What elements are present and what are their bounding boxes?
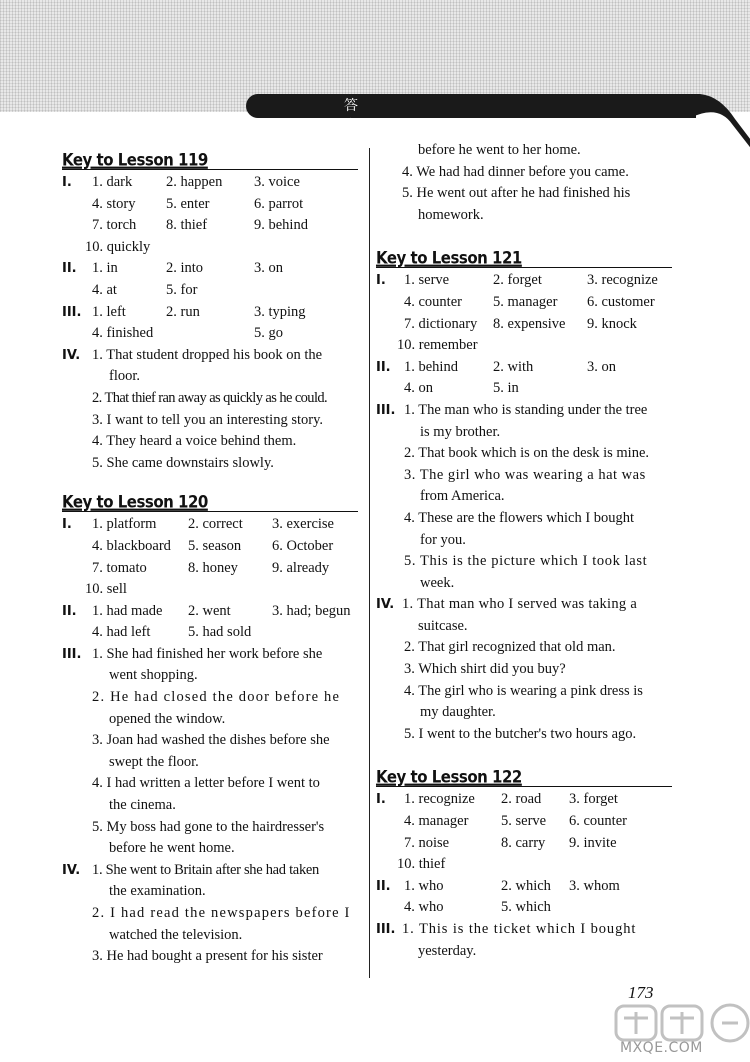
answer-row: 4. who 5. which <box>404 899 551 916</box>
sentence-line: before he went to her home. <box>418 142 581 158</box>
sentence-line: for you. <box>420 531 466 548</box>
sentence-line: 5. My boss had gone to the hairdresser's <box>92 818 325 835</box>
l121-section-II <box>376 357 672 400</box>
sentence-line: watched the television. <box>109 926 243 943</box>
header-curve <box>690 94 750 164</box>
answer-row: 4. counter 5. manager 6. customer <box>404 293 655 310</box>
sentence-line: 3. Which shirt did you buy? <box>404 661 566 678</box>
answer-row: 4. manager 5. serve 6. counter <box>404 813 627 830</box>
sentence-line: suitcase. <box>418 617 468 634</box>
sentence-line: 3. The girl who was wearing a hat was <box>404 466 646 483</box>
roman-numeral: IV. <box>62 862 81 878</box>
answer-row: 1. who 2. which 3. whom <box>404 877 620 894</box>
answer-row: 1. left 2. run 3. typing <box>92 303 306 320</box>
roman-numeral: I. <box>62 175 72 190</box>
answer-row: 1. in 2. into 3. on <box>92 260 283 277</box>
answer-row: 4. on 5. in <box>404 380 519 397</box>
answer-row: 10. sell <box>85 581 127 598</box>
roman-numeral: I. <box>376 273 386 289</box>
sentence-line: 5. This is the picture which I took last <box>404 553 648 570</box>
sentence-line: 3. Joan had washed the dishes before she <box>92 732 330 749</box>
sentence-line: 2. That thief ran away as quickly as he could. <box>92 389 328 406</box>
roman-numeral: III. <box>376 402 396 418</box>
sentence-line: 4. I had written a letter before I went to <box>92 775 320 792</box>
answer-row: 4. had left 5. had sold <box>92 624 252 641</box>
answer-row: 4. blackboard 5. season 6. October <box>92 537 334 554</box>
lesson-120-title: Key to Lesson 120 <box>62 490 358 512</box>
roman-numeral: III. <box>62 304 82 320</box>
sentence-line: 2. I had read the newspapers before I <box>92 905 351 921</box>
l121-section-IV <box>376 594 672 745</box>
sentence-line: 1. She had finished her work before she <box>92 645 323 662</box>
answer-row: 7. tomato 8. honey 9. already <box>92 559 330 576</box>
roman-numeral: I. <box>376 792 386 808</box>
l120-section-IV <box>62 860 358 968</box>
answer-row: 4. story 5. enter 6. parrot <box>92 195 304 212</box>
sentence-line: opened the window. <box>109 710 226 727</box>
answer-row: 7. torch 8. thief 9. behind <box>92 217 308 234</box>
l120-section-II <box>62 601 358 644</box>
answer-row: 1. behind 2. with 3. on <box>404 358 616 375</box>
header-bar <box>246 94 696 134</box>
answer-row: 1. recognize 2. road 3. forget <box>404 791 618 808</box>
roman-numeral: II. <box>376 878 391 894</box>
sentence-line: the cinema. <box>109 797 176 814</box>
answer-row: 1. dark 2. happen 3. voice <box>92 174 300 190</box>
roman-numeral: II. <box>62 603 77 619</box>
sentence-line: 3. I want to tell you an interesting story. <box>92 411 324 428</box>
sentence-line: 1. She went to Britain after she had taken <box>92 861 319 878</box>
answer-row: 4. finished 5. go <box>92 325 283 342</box>
answer-row: 10. remember <box>397 337 478 354</box>
sentence-line: 2. He had closed the door before he <box>92 689 341 706</box>
l122-section-II <box>376 876 672 919</box>
sentence-line: before he went home. <box>109 840 235 857</box>
l121-section-III <box>376 400 672 594</box>
roman-numeral: III. <box>376 922 396 937</box>
l119-section-II <box>62 258 358 301</box>
l120-section-III <box>62 644 358 860</box>
roman-numeral: II. <box>62 261 77 277</box>
sentence-line: yesterday. <box>418 942 477 959</box>
sentence-line: homework. <box>418 206 484 223</box>
roman-numeral: II. <box>376 359 391 375</box>
sentence-line: 4. These are the flowers which I bought <box>404 509 635 526</box>
answer-row: 1. had made 2. went 3. had; begun <box>92 602 351 619</box>
answer-row: 1. platform 2. correct 3. exercise <box>92 516 334 533</box>
sentence-line: 5. He went out after he had finished his <box>402 185 631 202</box>
header-title: 答 案 <box>344 98 366 134</box>
roman-numeral: IV. <box>376 597 395 613</box>
answer-row: 10. thief <box>397 856 446 873</box>
l119-section-IV <box>62 345 358 475</box>
sentence-line: 4. The girl who is wearing a pink dress is <box>404 682 643 699</box>
l119-section-III <box>62 302 358 345</box>
roman-numeral: I. <box>62 517 72 533</box>
lesson-121-title: Key to Lesson 121 <box>376 246 672 268</box>
lesson-119-title: Key to Lesson 119 <box>62 148 358 170</box>
sentence-line: 1. The man who is standing under the tree <box>404 401 648 418</box>
answer-row: 10. quickly <box>85 238 151 255</box>
page-number: 173 <box>628 983 654 1002</box>
sentence-line: went shopping. <box>109 667 198 684</box>
l122-section-III <box>376 919 672 962</box>
sentence-line: 1. That man who I served was taking a <box>402 596 638 613</box>
sentence-line: 1. This is the ticket which I bought <box>402 921 637 937</box>
watermark-text: MXQE.COM <box>620 1040 703 1056</box>
sentence-line: 2. That book which is on the desk is mine. <box>404 445 649 462</box>
sentence-line: 2. That girl recognized that old man. <box>404 639 616 656</box>
sentence-line: 4. We had had dinner before you came. <box>402 163 629 180</box>
l122-section-I <box>376 789 672 875</box>
sentence-line: 5. She came downstairs slowly. <box>92 454 274 471</box>
l119-section-I <box>62 172 358 258</box>
column-divider <box>369 148 370 978</box>
lesson-122-title: Key to Lesson 122 <box>376 765 672 787</box>
answer-row: 4. at 5. for <box>92 281 198 298</box>
sentence-line: 4. They heard a voice behind them. <box>92 433 297 450</box>
sentence-line: 3. He had bought a present for his sister <box>92 948 323 965</box>
sentence-line: 1. That student dropped his book on the <box>92 346 323 363</box>
answer-row: 7. noise 8. carry 9. invite <box>404 834 617 851</box>
l120-section-I <box>62 514 358 600</box>
sentence-line: the examination. <box>109 883 206 900</box>
sentence-line: 5. I went to the butcher's two hours ago. <box>404 725 637 742</box>
sentence-line: floor. <box>109 368 141 385</box>
answer-row: 1. serve 2. forget 3. recognize <box>404 272 658 289</box>
answer-row: 7. dictionary 8. expensive 9. knock <box>404 315 637 332</box>
sentence-line: swept the floor. <box>109 753 199 770</box>
sentence-line: from America. <box>420 488 505 505</box>
sentence-line: week. <box>420 574 455 591</box>
l121-section-I <box>376 270 672 356</box>
sentence-line: my daughter. <box>420 704 496 721</box>
sentence-line: is my brother. <box>420 423 501 440</box>
roman-numeral: IV. <box>62 347 81 363</box>
left-column <box>62 140 358 968</box>
right-column <box>376 140 672 962</box>
roman-numeral: III. <box>62 646 82 662</box>
